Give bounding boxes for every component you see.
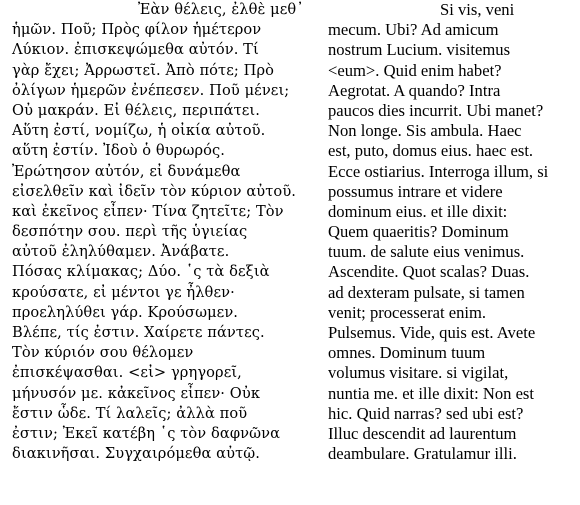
latin-line: volumus visitare. si vigilat, xyxy=(328,363,509,383)
latin-line: est, puto, domus eius. haec est. xyxy=(328,141,534,161)
latin-line: nostrum Lucium. visitemus xyxy=(328,40,511,60)
greek-line: καὶ ἐκεῖνος εἶπεν· Τίνα ζητεῖτε; Τὸν xyxy=(12,202,284,220)
greek-line: Οὐ μακράν. Εἰ θέλεις, περιπάτει. xyxy=(12,101,260,119)
greek-line: κρούσατε, εἰ μέντοι γε ἦλθεν· xyxy=(12,283,235,301)
latin-line: Quem quaeritis? Dominum xyxy=(328,222,509,242)
greek-line: Βλέπε, τίς ἐστιν. Χαίρετε πάντες. xyxy=(12,324,265,341)
greek-line: εἰσελθεῖν καὶ ἰδεῖν τὸν κύριον αὐτοῦ. xyxy=(12,182,297,200)
greek-line: ἐπισκέψασθαι. <εἰ> γρηγορεῖ, xyxy=(12,364,242,382)
greek-line: δεσπότην σου. περὶ τῆς ὑγιείας xyxy=(12,223,248,241)
greek-line: αὐτοῦ ἐληλύθαμεν. Ἀνάβατε. xyxy=(12,243,230,261)
latin-line: deambulare. Gratulamur illi. xyxy=(328,444,517,464)
latin-line: possumus intrare et videre xyxy=(328,181,503,201)
latin-line: Si vis, veni xyxy=(440,0,515,19)
greek-column xyxy=(12,0,317,464)
latin-line: <eum>. Quid enim habet? xyxy=(328,60,502,80)
greek-line: μήνυσόν με. κἀκεῖνος εἶπεν· Οὐκ xyxy=(12,384,261,402)
greek-line: ἔστιν ὧδε. Τί λαλεῖς; ἀλλὰ ποῦ xyxy=(12,404,248,422)
greek-line: αὕτη ἐστίν. Ἰδοὺ ὁ θυρωρός. xyxy=(12,142,226,160)
latin-line: Ascendite. Quot scalas? Duas. xyxy=(328,262,530,282)
greek-line: Λύκιον. ἐπισκεψώμεθα αὐτόν. Τί xyxy=(12,41,259,59)
latin-line: paucos dies incurrit. Ubi manet? xyxy=(328,100,544,120)
greek-line: Αὕτη ἐστί, νομίζω, ἡ οἰκία αὐτοῦ. xyxy=(12,122,266,140)
greek-line: Πόσας κλίμακας; Δύο. ῾ς τὰ δεξιὰ xyxy=(12,263,270,281)
greek-line: προεληλύθει γάρ. Κρούσωμεν. xyxy=(12,303,239,321)
greek-line: ἡμῶν. Ποῦ; Πρὸς φίλον ἡμέτερον xyxy=(12,21,262,39)
latin-column xyxy=(328,0,580,464)
latin-line: Illuc descendit ad laurentum xyxy=(328,423,517,443)
greek-line: ἐστιν; Ἐκεῖ κατέβη ῾ς τὸν δαφνῶνα xyxy=(12,424,281,442)
latin-line: nuntia me. et ille dixit: Non est xyxy=(328,383,535,403)
latin-line: tuum. de salute eius venimus. xyxy=(328,242,525,262)
greek-line: Τὸν κύριόν σου θέλομεν xyxy=(12,344,194,362)
latin-line: Ecce ostiarius. Interroga illum, si xyxy=(328,161,549,181)
latin-line: ad dexteram pulsate, si tamen xyxy=(328,282,525,302)
latin-line: Non longe. Sis ambula. Haec xyxy=(328,121,522,141)
latin-line: mecum. Ubi? Ad amicum xyxy=(328,20,499,40)
greek-line: ὀλίγων ἡμερῶν ἐνέπεσεν. Ποῦ μένει; xyxy=(12,81,290,99)
latin-line: venit; processerat enim. xyxy=(328,302,487,322)
latin-line: hic. Quid narras? sed ubi est? xyxy=(328,403,524,423)
latin-line: Pulsemus. Vide, quis est. Avete xyxy=(328,323,536,342)
greek-line: διακινῆσαι. Συγχαιρόμεθα αὐτῷ. xyxy=(12,445,261,463)
latin-line: dominum eius. et ille dixit: xyxy=(328,201,508,221)
greek-line: Ἐρώτησον αὐτόν, εἰ δυνάμεθα xyxy=(12,162,241,180)
greek-line: Ἐὰν θέλεις, ἐλθὲ μεθ᾽ xyxy=(138,1,304,18)
latin-line: omnes. Dominum tuum xyxy=(328,343,486,363)
greek-line: γὰρ ἔχει; Ἀρρωστεῖ. Ἀπὸ πότε; Πρὸ xyxy=(12,61,275,79)
latin-line: Aegrotat. A quando? Intra xyxy=(328,80,501,100)
